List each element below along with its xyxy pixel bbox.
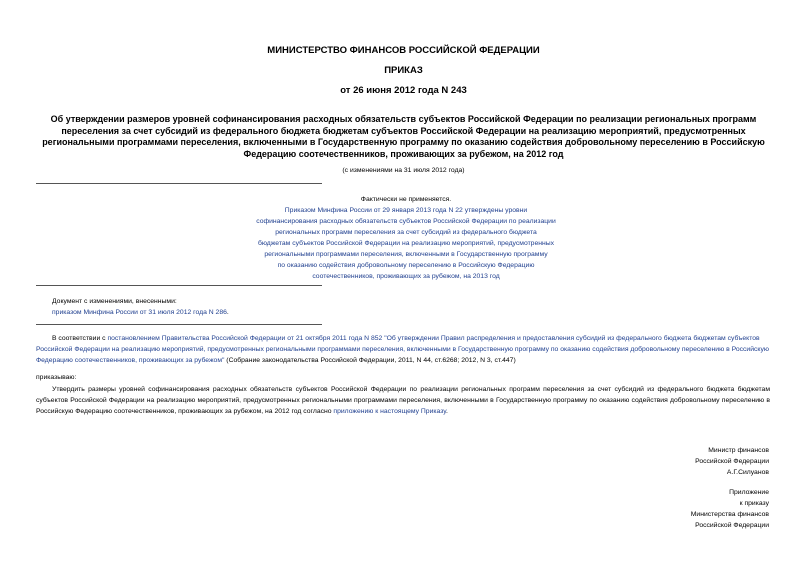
order-word: приказываю: (36, 374, 77, 381)
appendix-heading (691, 487, 769, 531)
replacement-order-link[interactable] (220, 205, 592, 282)
signature-name: А.Г.Силуанов (726, 469, 769, 476)
link-line: соотечественников, проживающих за рубежом, на 2013 год (312, 273, 500, 280)
clause-text: Утвердить размеры уровней софинансирования расходных обязательств субъектов Российской Федерации по реализации региональных программ переселения за счет субсидий из федерального бюджета бюджетам субъектов Российской Федерации на реализацию мероприятий, предусмотренных региональными программами переселения, включенными в Государственную программу по оказанию содействия добровольному переселению в Российскую Федерацию соотечественников, проживающих за рубежом, на 2012 год согласно (36, 386, 770, 415)
amendments-line (52, 307, 229, 318)
separator-line (36, 285, 322, 286)
main-clause (36, 384, 770, 417)
signature-country: Российской Федерации (695, 458, 769, 465)
appendix-line: Министерства финансов (690, 511, 769, 518)
amendment-suffix: . (226, 309, 229, 316)
appendix-line: к приказу (739, 500, 769, 507)
order-date-number: от 26 июня 2012 года N 243 (340, 85, 467, 96)
link-line: региональными программами переселения, включенными в Государственную программу (264, 251, 548, 258)
link-line: Приказом Минфина России от 29 января 2013 года N 22 утверждены уровни (284, 207, 528, 214)
amendments-label: Документ с изменениями, внесенными: (52, 298, 177, 305)
separator-line (36, 183, 322, 184)
status-block (220, 194, 592, 282)
separator-line (36, 324, 322, 325)
link-line: бюджетам субъектов Российской Федерации на реализацию мероприятий, предусмотренных (257, 240, 555, 247)
appendix-line: Приложение (729, 489, 769, 496)
ministry-heading: МИНИСТЕРСТВО ФИНАНСОВ РОССИЙСКОЙ ФЕДЕРАЦИИ (267, 45, 540, 56)
preamble-paragraph (36, 333, 770, 366)
order-title: Об утверждении размеров уровней софинансирования расходных обязательств субъектов Российской Федерации по реализации региональных программ переселения за счет субсидий из федерального бюджета бюджетам субъектов Российской Федерации на реализацию мероприятий, предусмотренных региональными программами переселения, включенными в Государственную программу по оказанию содействия добровольному переселению в Российскую Федерацию соотечественников, проживающих за рубежом, на 2012 год (42, 114, 765, 159)
appendix-link[interactable]: приложению к настоящему Приказу (333, 408, 446, 415)
preamble-text: В соответствии с (52, 335, 108, 342)
government-decree-link[interactable]: постановлением Правительства Российской Федерации от 21 октября 2011 года N 852 "Об утверждении Правил распределения и предоставления субсидий из федерального бюджета бюджетам субъектов Российской Федерации на реализацию мероприятий, предусмотренных региональными программами переселения, включенными в Государственную программу по оказанию содействия добровольному переселению в Российскую Федерацию соотечественников, проживающих за рубежом" (36, 335, 769, 364)
signature-block (695, 445, 769, 478)
link-line: по оказанию содействия добровольному переселению в Российскую Федерацию (277, 262, 535, 269)
appendix-line: Российской Федерации (695, 522, 769, 529)
signature-position: Министр финансов (708, 447, 769, 454)
document-type: ПРИКАЗ (384, 65, 423, 76)
clause-suffix: . (445, 408, 448, 415)
link-line: софинансирования расходных обязательств субъектов Российской Федерации по реализации (256, 218, 556, 225)
changes-note: (с изменениями на 31 июля 2012 года) (342, 167, 465, 174)
status-label: Фактически не применяется. (360, 196, 452, 203)
preamble-text: (Собрание законодательства Российской Федерации, 2011, N 44, ст.6268; 2012, N 3, ст.447) (224, 357, 516, 364)
amendment-order-link[interactable]: приказом Минфина России от 31 июля 2012 года N 286 (52, 309, 227, 316)
amendments-block (52, 296, 229, 318)
link-line: региональных программ переселения за счет субсидий из федерального бюджета (275, 229, 537, 236)
